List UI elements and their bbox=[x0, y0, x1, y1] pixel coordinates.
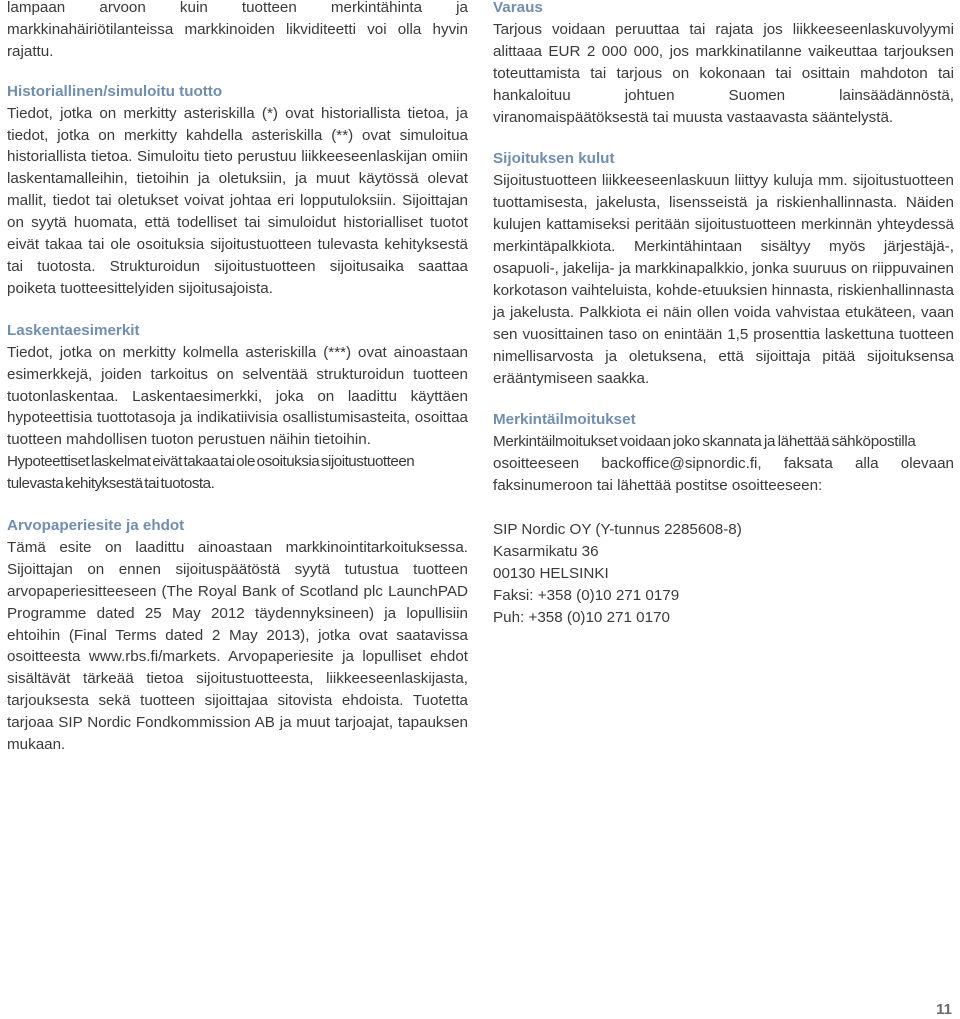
securities-heading: Arvopaperiesite ja ehdot bbox=[7, 517, 185, 535]
address-phone: Puh: +358 (0)10 271 0170 bbox=[493, 608, 670, 626]
costs-heading: Sijoituksen kulut bbox=[493, 150, 615, 168]
historical-paragraph: Tiedot, jotka on merkitty asteriskilla (*) ovat historiallista tietoa, ja tiedot, jotka on merkitty kahdella asteriskilla (**) ovat simuloitua historiallista tietoa. Simuloitu tieto perustuu liikkeeseenlaskijan omiin laskentamalleihin, tietoihin ja oletuksiin, ja muut käytössä olevat mallit, tiedot tai oletukset voivat johtaa eri lopputuloksiin. Sijoittajan on syytä huomata, että todelliset tai simuloidut historialliset tuotot eivät takaa tai ole osoituksia sijoitustuotteen tulevasta kehityksestä tai tuotosta. Strukturoidun sijoitustuotteen sijoitusaika saattaa poiketa tuotteesittelyiden sijoitusajoista. bbox=[7, 104, 468, 297]
address-block bbox=[493, 519, 954, 629]
subscription-paragraph: osoitteeseen backoffice@sipnordic.fi, faksata alla olevaan faksinumeroon tai lähettää postitse osoitteeseen: bbox=[493, 455, 954, 495]
page-number: 11 bbox=[936, 1001, 952, 1018]
subscription-heading: Merkintäilmoitukset bbox=[493, 411, 636, 429]
examples-paragraph: Tiedot, jotka on merkitty kolmella asteriskilla (***) ovat ainoastaan esimerkkejä, joiden tarkoitus on selventää strukturoidun tuotteen tuotonlaskentaa. Laskentaesimerkki, joka on laadittu käyttäen hypoteettisia tuottotasoja ja indikatiivisia osallistumisasteita, osoittaa tuotteen mahdollisen tuoton perustuen näihin tietoihin. bbox=[7, 343, 468, 449]
intro-paragraph: lampaan arvoon kuin tuotteen merkintähinta ja markkinahäiriötilanteissa markkinoiden likviditeetti voi olla hyvin rajattu. bbox=[7, 0, 468, 60]
reservation-paragraph: Tarjous voidaan peruuttaa tai rajata jos liikkeeseenlaskuvolyymi alittaaa EUR 2 000 000, jos markkinatilanne vaikeuttaa tarjouksen toteuttamista tai tarjous on kokonaan tai osittain mahdoton tai hankaloituu johtuen Suomen lainsäädännöstä, viranomaispäätöksestä tai muusta vastaavasta sääntelystä. bbox=[493, 20, 954, 126]
securities-paragraph: Tämä esite on laadittu ainoastaan markkinointitarkoituksessa. Sijoittajan on ennen sijoituspäätöstä syytä tutustua tuotteen arvopaperiesitteeseen (The Royal Bank of Scotland plc LaunchPAD Programme dated 25 May 2012 täydennyksineen) ja lopullisiin ehtoihin (Final Terms dated 2 May 2013), jotka ovat saatavissa osoitteesta www.rbs.fi/markets. Arvopaperiesite ja lopulliset ehdot sisältävät tärkeää tietoa sijoitustuotteesta, liikkeeseenlaskijasta, tarjouksesta sekä tuotteen sijoittajaa sitovista ehdoista. Tuotetta tarjoaa SIP Nordic Fondkommission AB ja muut tarjoajat, tapauksen mukaan. bbox=[7, 538, 468, 754]
address-street: Kasarmikatu 36 bbox=[493, 542, 599, 560]
address-fax: Faksi: +358 (0)10 271 0179 bbox=[493, 586, 680, 604]
right-column bbox=[493, 0, 954, 629]
address-city: 00130 HELSINKI bbox=[493, 564, 609, 582]
address-company: SIP Nordic OY (Y-tunnus 2285608-8) bbox=[493, 521, 742, 539]
historical-heading: Historiallinen/simuloitu tuotto bbox=[7, 82, 223, 100]
reservation-heading: Varaus bbox=[493, 0, 543, 16]
subscription-paragraph-line1: Merkintäilmoitukset voidaan joko skannata ja lähettää sähköpostilla bbox=[493, 433, 916, 451]
left-column bbox=[7, 0, 468, 756]
examples-heading: Laskentaesimerkit bbox=[7, 321, 140, 339]
examples-paragraph-2: Hypoteettiset laskelmat eivät takaa tai ole osoituksia sijoitustuotteen tulevasta kehityksestä tai tuotosta. bbox=[7, 453, 415, 493]
costs-paragraph: Sijoitustuotteen liikkeeseenlaskuun liittyy kuluja mm. sijoitustuotteen tuottamisesta, jakelusta, lisensseistä ja riskienhallinnasta. Näiden kulujen kattamiseksi peritään sijoitustuotteen merkinnän yhteydessä merkintäpalkkiota. Merkintähintaan sisältyy myös järjestäjä-, osapuoli-, jakelija- ja markkinapalkkio, jonka suuruus on riippuvainen korkotason vaihteluista, kohde-etuuksien hinnasta, riskienhallinnasta ja jakelusta. Palkkiota ei näin ollen voida vahvistaa etukäteen, vaan sen vuosittainen taso on enintään 1,5 prosenttia laskettuna tuotteen nimellisarvosta ja oletuksena, että sijoittaja pitää sijoituksensa erääntymiseen saakka. bbox=[493, 172, 954, 387]
